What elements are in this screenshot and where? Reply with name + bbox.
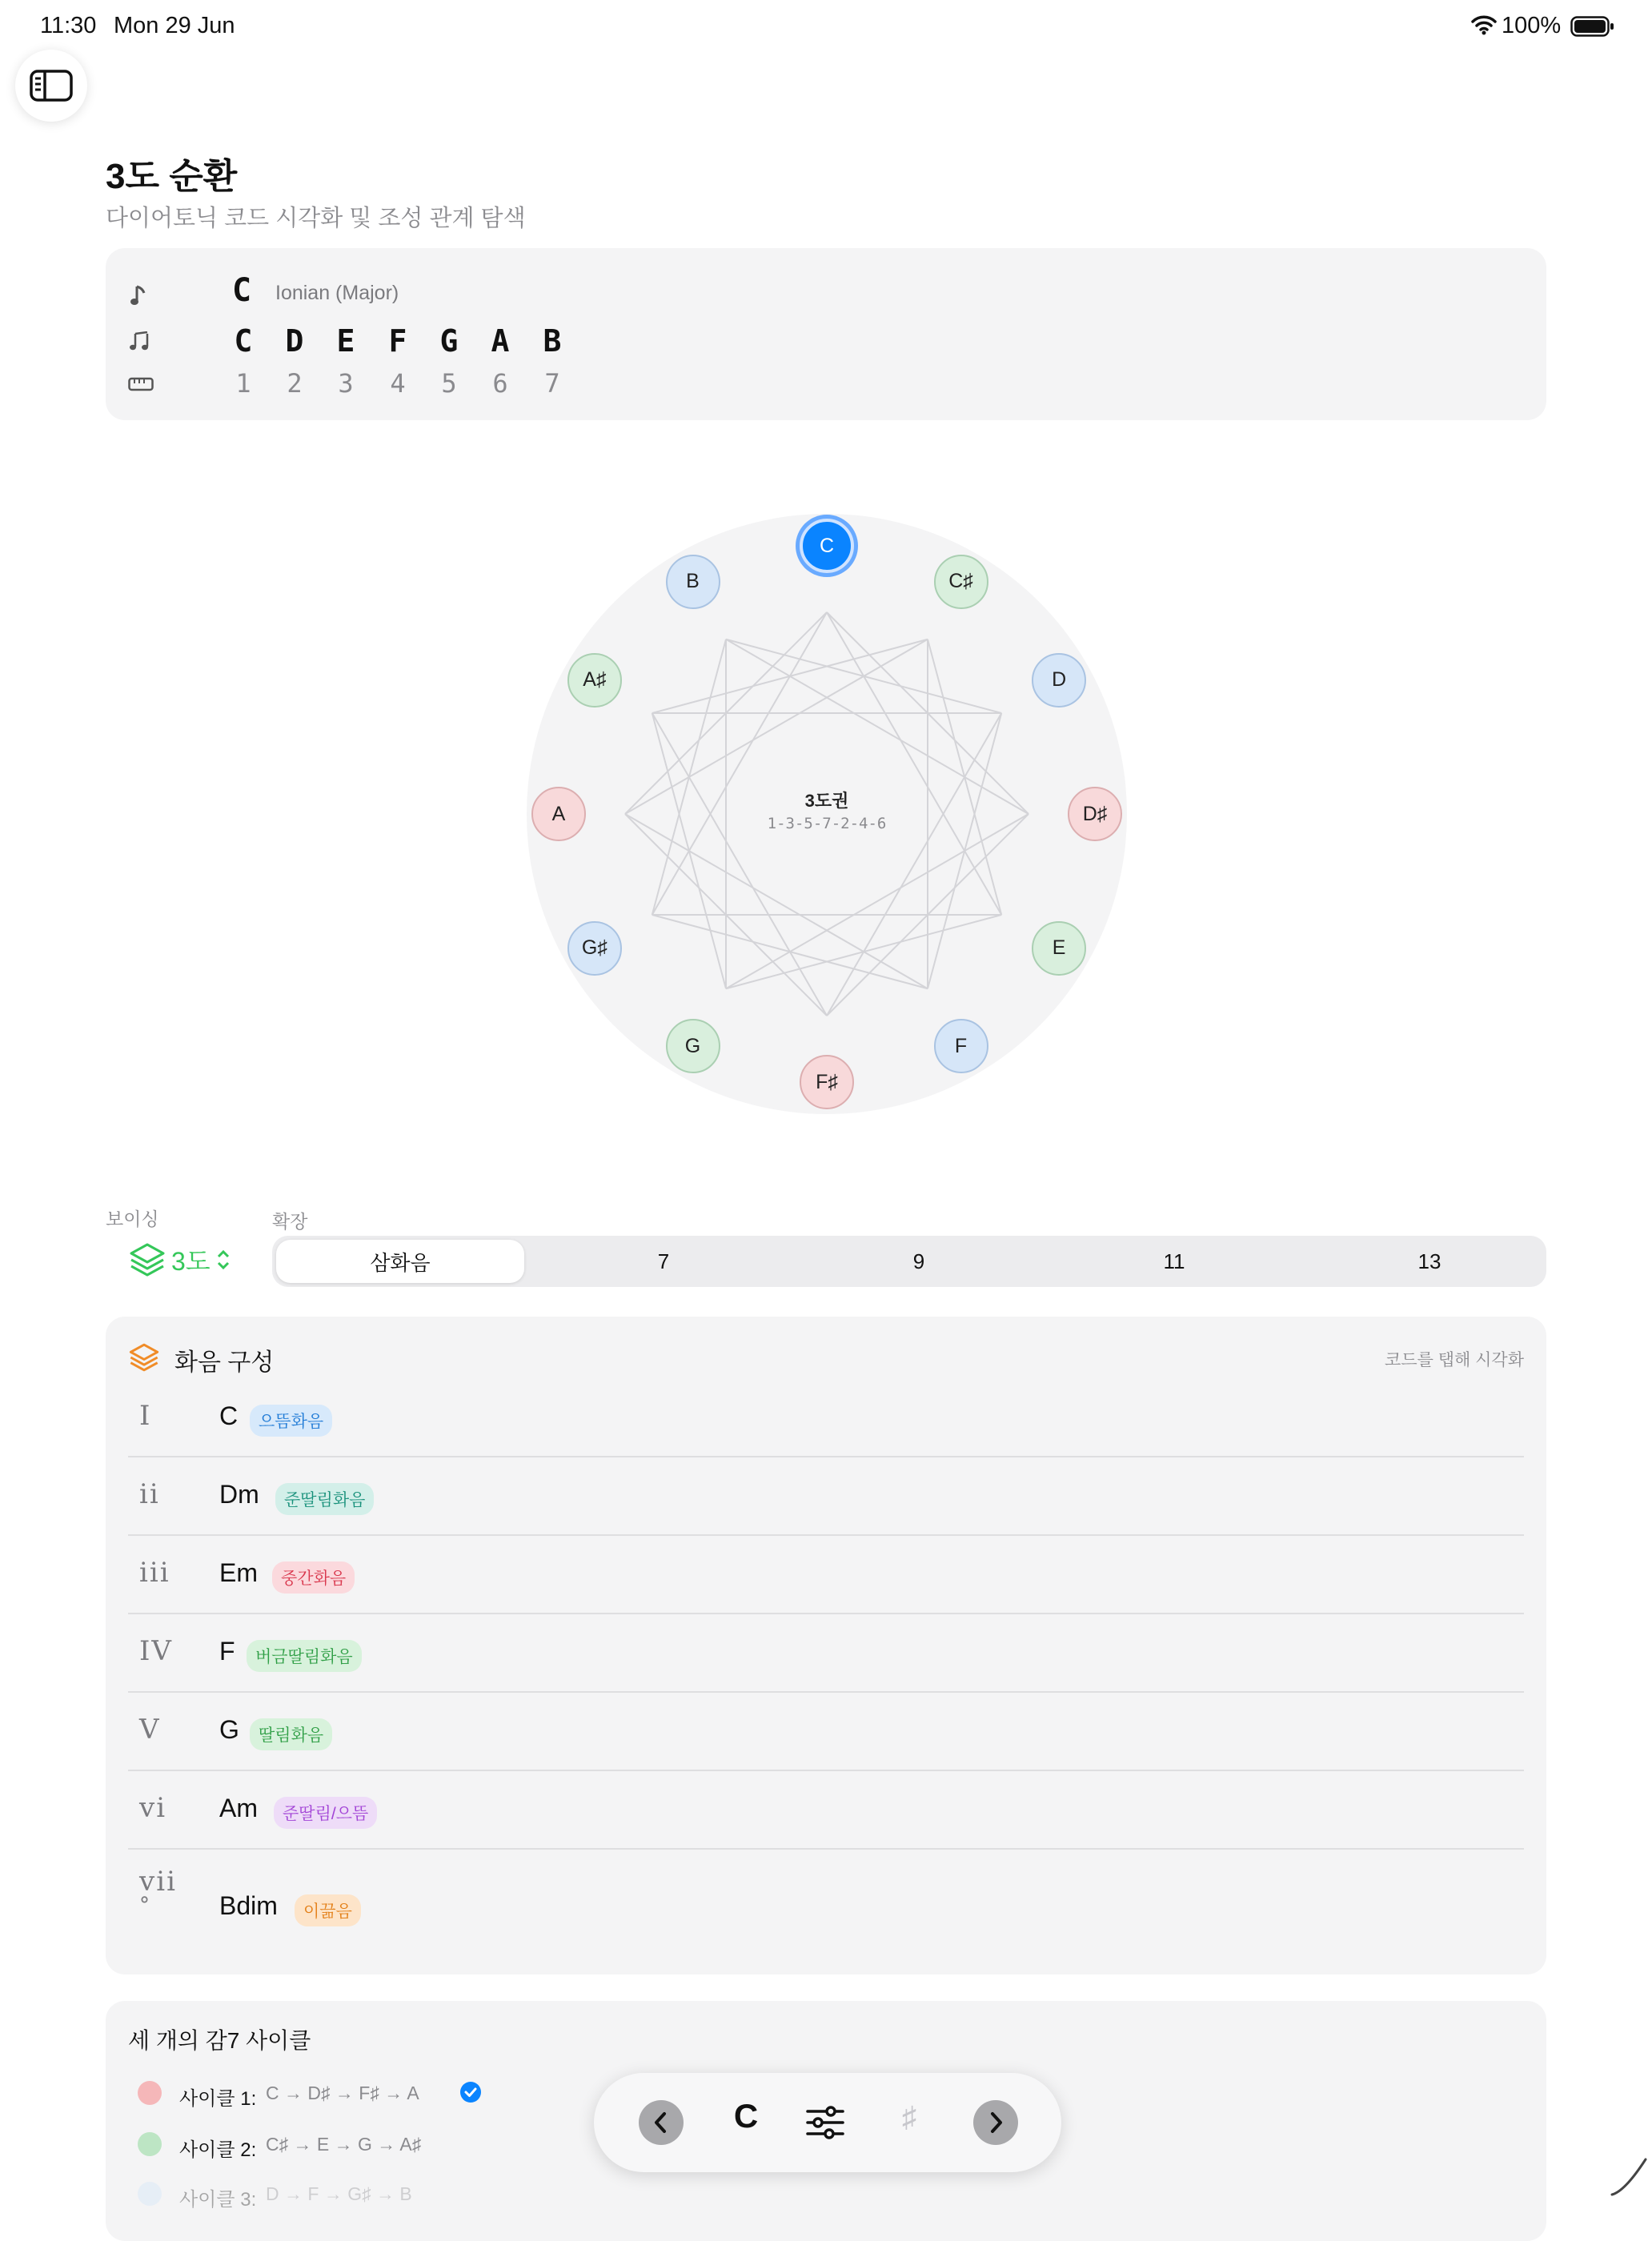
cycle-color-dot xyxy=(138,2132,162,2156)
scale-note: G xyxy=(439,323,459,359)
roman-numeral: V xyxy=(139,1714,161,1746)
pencil-indicator-icon xyxy=(1609,2153,1649,2198)
chord-name: Bdim xyxy=(219,1891,278,1920)
note-node[interactable]: A♯ xyxy=(567,653,622,708)
status-time: 11:30 xyxy=(40,13,97,38)
cycle-row[interactable] xyxy=(138,2129,618,2161)
chord-name: G xyxy=(219,1715,239,1744)
previous-key-button[interactable] xyxy=(639,2100,684,2145)
note-node[interactable]: F♯ xyxy=(800,1055,854,1109)
scale-degree: 5 xyxy=(441,368,457,399)
harmony-card xyxy=(106,1317,1546,1974)
cycle-row[interactable] xyxy=(138,2078,618,2110)
chord-row[interactable] xyxy=(128,1613,1524,1693)
layers-icon xyxy=(128,1241,166,1279)
chord-row[interactable] xyxy=(128,1377,1524,1457)
chord-row[interactable] xyxy=(128,1691,1524,1771)
sidebar-toggle-button[interactable] xyxy=(15,50,87,122)
chord-function-badge: 으뜸화음 xyxy=(250,1405,332,1437)
harmony-title: 화음 구성 xyxy=(174,1349,275,1376)
scale-degree: 3 xyxy=(338,368,354,399)
extension-segmented-control xyxy=(272,1236,1546,1287)
scale-note: F xyxy=(388,323,407,359)
harmony-hint: 코드를 탭해 시각화 xyxy=(1385,1351,1524,1369)
cycle-row[interactable] xyxy=(138,2179,618,2211)
chevron-right-icon xyxy=(986,2111,1005,2135)
next-key-button[interactable] xyxy=(973,2100,1018,2145)
music-note-icon xyxy=(130,283,147,307)
chord-name: F xyxy=(219,1637,235,1666)
note-node[interactable]: B xyxy=(666,555,720,609)
extension-label: 확장 xyxy=(272,1211,308,1232)
roman-numeral: vii ° xyxy=(139,1866,177,1918)
scale-degree: 6 xyxy=(492,368,508,399)
scale-degree: 7 xyxy=(544,368,560,399)
chord-name: Em xyxy=(219,1558,258,1587)
wifi-icon xyxy=(1471,14,1497,39)
ruler-icon xyxy=(128,376,154,392)
status-date: Mon 29 Jun xyxy=(114,13,235,38)
segment-9[interactable]: 9 xyxy=(912,1249,925,1273)
cycle-label: 사이클 3: xyxy=(179,2189,257,2211)
roman-numeral: ii xyxy=(139,1478,160,1510)
sliders-icon xyxy=(805,2105,845,2140)
cycles-title: 세 개의 감7 사이클 xyxy=(128,2028,311,2053)
segment-7[interactable]: 7 xyxy=(657,1249,670,1273)
scale-note: E xyxy=(336,323,355,359)
circle-of-thirds xyxy=(527,514,1127,1114)
chord-function-badge: 버금딸림화음 xyxy=(247,1640,362,1672)
note-node[interactable]: D xyxy=(1032,653,1086,708)
scale-degree: 4 xyxy=(390,368,406,399)
page-subtitle: 다이어토닉 코드 시각화 및 조성 관계 탐색 xyxy=(106,206,526,231)
current-key-button[interactable]: C xyxy=(733,2097,759,2135)
chord-name: C xyxy=(219,1401,239,1430)
sharp-toggle-button[interactable]: ♯ xyxy=(902,2100,916,2133)
note-node[interactable]: A xyxy=(531,787,586,841)
music-notes-icon xyxy=(128,331,154,352)
chord-function-badge: 준딸림화음 xyxy=(275,1483,374,1515)
layers-icon xyxy=(128,1341,160,1374)
chord-function-badge: 준딸림/으뜸 xyxy=(274,1797,377,1829)
note-node[interactable]: G xyxy=(666,1019,720,1073)
cycle-label: 사이클 1: xyxy=(179,2088,257,2110)
note-node[interactable]: C♯ xyxy=(934,555,988,609)
roman-numeral: iii xyxy=(139,1557,170,1589)
cycle-path: C♯ → E → G → A♯ xyxy=(266,2134,422,2155)
chord-function-badge: 딸림화음 xyxy=(250,1718,332,1750)
chord-function-badge: 중간화음 xyxy=(272,1561,355,1594)
note-node[interactable]: G♯ xyxy=(567,921,622,976)
wheel-lines xyxy=(527,514,1127,1114)
scale-degree: 2 xyxy=(287,368,303,399)
segment-11[interactable]: 11 xyxy=(1163,1249,1185,1273)
settings-sliders-button[interactable] xyxy=(805,2105,845,2144)
note-node[interactable]: C xyxy=(800,519,854,573)
chord-function-badge: 이끎음 xyxy=(295,1894,361,1926)
page-title: 3도 순환 xyxy=(106,157,238,196)
scale-note: D xyxy=(285,323,304,359)
chevron-left-icon xyxy=(652,2111,671,2135)
checkmark-circle-icon xyxy=(459,2081,482,2109)
scale-degree: 1 xyxy=(235,368,251,399)
roman-numeral: IV xyxy=(139,1635,173,1667)
chord-name: Am xyxy=(219,1794,258,1822)
note-node[interactable]: E xyxy=(1032,921,1086,976)
voicing-label: 보이싱 xyxy=(106,1209,159,1229)
wheel-center-title: 3도권 xyxy=(804,791,849,811)
scale-card xyxy=(106,248,1546,420)
battery-percent: 100% xyxy=(1502,13,1562,38)
roman-numeral: I xyxy=(139,1400,152,1432)
segment-triad[interactable]: 삼화음 xyxy=(276,1240,524,1283)
chevron-up-down-icon xyxy=(215,1248,231,1272)
cycle-path: C → D♯ → F♯ → A xyxy=(266,2083,419,2103)
cycle-label: 사이클 2: xyxy=(179,2139,257,2161)
wheel-center-sequence: 1-3-5-7-2-4-6 xyxy=(767,815,887,832)
roman-numeral: vi xyxy=(139,1792,167,1824)
note-node[interactable]: D♯ xyxy=(1068,787,1122,841)
segment-13[interactable]: 13 xyxy=(1417,1249,1441,1273)
voicing-value: 3도 xyxy=(171,1247,211,1276)
scale-root: C xyxy=(232,272,252,309)
chord-row[interactable] xyxy=(128,1770,1524,1850)
sidebar-icon xyxy=(30,70,73,102)
note-node[interactable]: F xyxy=(934,1019,988,1073)
scale-note: A xyxy=(491,323,510,359)
chord-row[interactable] xyxy=(128,1456,1524,1536)
bottom-toolbar xyxy=(594,2073,1061,2172)
scale-mode: Ionian (Major) xyxy=(275,282,399,304)
cycle-path: D → F → G♯ → B xyxy=(266,2183,412,2204)
scale-note: B xyxy=(543,323,562,359)
voicing-picker[interactable] xyxy=(128,1241,231,1279)
chord-row[interactable] xyxy=(128,1534,1524,1614)
chord-name: Dm xyxy=(219,1480,259,1509)
battery-icon xyxy=(1570,16,1615,41)
cycle-color-dot xyxy=(138,2081,162,2105)
scale-note: C xyxy=(234,323,253,359)
chord-row[interactable] xyxy=(128,1848,1524,1960)
